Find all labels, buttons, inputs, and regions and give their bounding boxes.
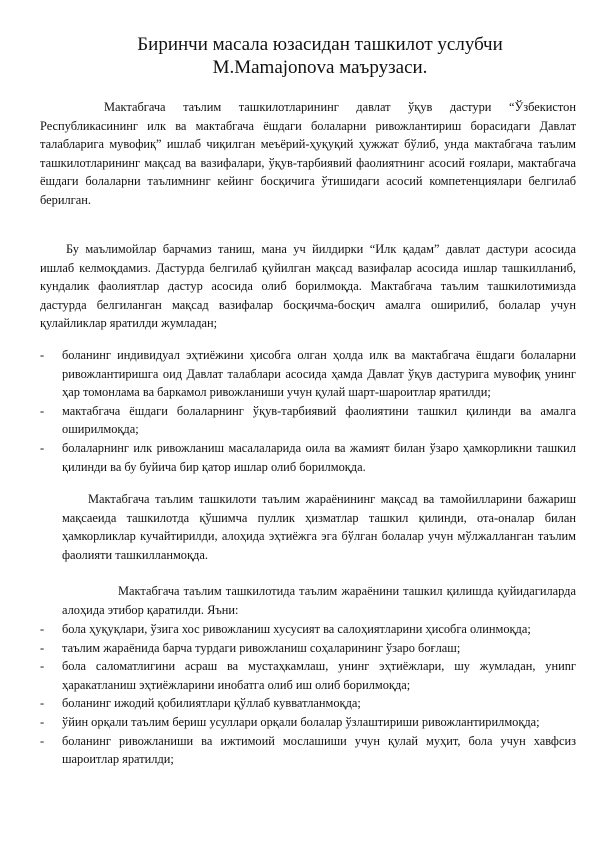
list-item-text: боланинг ривожланиши ва ижтимоий мослашиши учун қулай муҳит, бола учун хавфсиз шароитлар яратилди;: [62, 733, 576, 767]
list-item: [40, 346, 576, 402]
title-line-2: M.Mamajonova маърузаси.: [212, 57, 428, 78]
dash-marker: -: [40, 659, 45, 674]
list-item-text: боланинг ижодий қобилиятлари қўллаб кувватланмоқда;: [62, 696, 361, 711]
list-item: [40, 439, 576, 476]
list-item-text: бола саломатлигини асраш ва мустаҳкамлаш, унинг эҳтиёжлари, шу жумладан, униnг ҳаракатланиш эҳтиёжларини инобатга олиб иш олиб борилмоқда;: [62, 659, 576, 692]
list-item: [40, 657, 576, 694]
dash-marker: -: [40, 640, 45, 655]
paragraph-services: Мактабгача таълим ташкилоти таълим жараёнининг мақсад ва тамойилларини бажариш мақсаeида ташкилотда қўшимча пуллик ҳизматлар ташкил қилинди, ота-оналар билан ҳамкорликлар кучайтирилди, алоҳида эҳтиёжга эга бўлган болалар учун мўлжалланган таълим фаолияти ташкилланмоқда.: [62, 492, 576, 562]
list-item: [40, 694, 576, 713]
dash-marker: -: [40, 403, 45, 418]
list-item-text: боланинг индивидуал эҳтиёжини ҳисобга олган ҳолда илк ва мактабгача ёшдаги болаларни ривожлантиришга оид Давлат талаблари асосида ҳамда Давлат ўқув дастурига мувофиқ унинг ҳар томонлама ва баркамол ривожланиши учун қулай шарт-шароитлар яратилди;: [62, 348, 576, 400]
list-item-text: болаларнинг илк ривожланиш масалаларида оила ва жамият билан ўзаро ҳамкорликни ташкил қилинди ва бу буйича бир қатор ишлар олиб борилмоқда.: [62, 440, 576, 474]
dash-marker: -: [40, 440, 45, 455]
list-item-text: бола ҳуқуқлари, ўзига хос ривожланиш хусусият ва салоҳиятларини ҳисобга олинмоқда;: [62, 622, 531, 636]
paragraph-intro: Мактабгача таълим ташкилотларининг давлат ўқув дастури “Ўзбекистон Республикасининг илк ва мактабгача ёшдаги болаларни ривожлантириш борасидаги Давлат талабларига мувофиқ” ишлаб чиқилган меъёрий-ҳуқуқий ҳужжат бўлиб, унда мактабгача таълим ташкилотларининг мақсад ва вазифалари, ўқув-тарбиявий фаолиятнинг асосий ғоялари, мактабгача ёшдаги болаларни таълимнинг кейинг босқичига ўтишидаги асосий компетенциялари белгилаб берилган.: [40, 100, 576, 207]
paragraph-program: Бу маълимойлар барчамиз таниш, мана уч йилдирки “Илк қадам” давлат дастури асосида ишлаб келмоқдамиз. Дастурда белгилаб қуйилган мақсад вазифалар асосида ишлар ташкилланиб, кундалик фаолиятлар дастур асосида олиб борилмоқда. Мактабгача таълим ташкилотимизда дастурда белгиланган мақсад вазифалар босқичма-босқич амалга оширилиб, болалар учун қулайликлар яратилди жумладан;: [40, 242, 576, 331]
dash-marker: -: [40, 622, 45, 636]
list-item: [40, 620, 576, 639]
list-item-text: ўйин орқали таълим бериш усуллари орқали болалар ўзлаштириши ривожлантирилмоқда;: [62, 714, 540, 729]
attention-list: [40, 620, 576, 769]
list-item-text: таълим жараёнида барча турдаги ривожланиш соҳаларининг ўзаро боғлаш;: [62, 640, 461, 655]
dash-marker: -: [40, 714, 45, 729]
dash-marker: -: [40, 696, 45, 711]
list-item: [40, 732, 576, 769]
list-item: [40, 402, 576, 439]
list-item-text: мактабгача ёшдаги болаларнинг ўқув-тарбиявий фаолиятини ташкил қилинди ва амалга оширилмоқда;: [62, 403, 576, 437]
list-item: [40, 639, 576, 658]
document-title: [60, 33, 580, 79]
paragraph-attention: Мактабгача таълим ташкилотида таълим жараёнини ташкил қилишда қуйидагиларда алоҳида этибор қаратилди. Яъни:: [62, 584, 576, 617]
dash-marker: -: [40, 733, 45, 748]
list-item: [40, 713, 576, 732]
title-line-1: Биринчи масала юзасидан ташкилот услубчи: [137, 34, 503, 55]
achievements-list: [40, 346, 576, 476]
dash-marker: -: [40, 348, 45, 362]
